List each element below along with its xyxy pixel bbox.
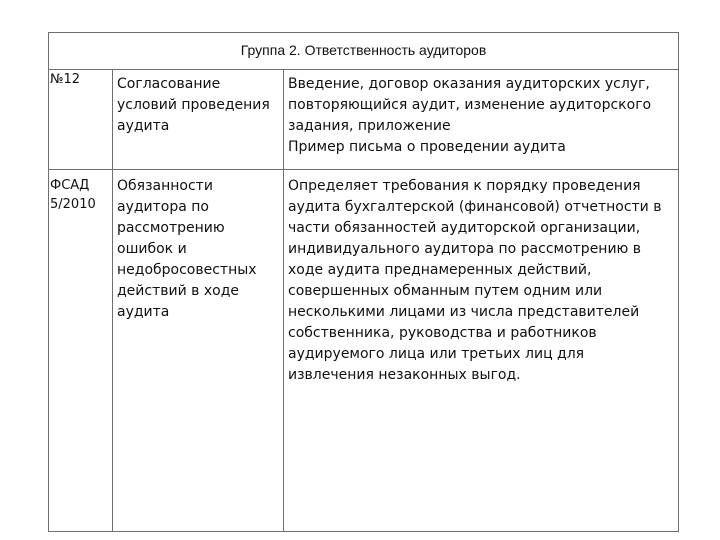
table-header-row [49,33,679,70]
standard-subject-cell [113,70,284,170]
standard-description-line: повторяющийся аудит, изменение аудиторского [288,97,652,113]
standard-description-line: Введение, договор оказания аудиторских услуг, [288,76,650,92]
standard-description-line: несколькими лицами из числа представителей [288,304,640,320]
standards-table [48,32,679,532]
standard-description-line: совершенных обманным путем одним или [288,283,603,299]
standard-subject-line: недобросовестных [117,262,257,278]
standard-description-line: части обязанностей аудиторской организации, [288,220,641,236]
standard-subject-line: действий в ходе [117,283,239,299]
standard-code: 5/2010 [50,197,96,212]
standard-description-line: ходе аудита преднамеренных действий, [288,262,592,278]
standard-subject-line: аудитора по [117,199,209,215]
standard-description-line: извлечения незаконных выгод. [288,367,521,383]
table-title: Группа 2. Ответственность аудиторов [49,33,679,70]
standard-description-cell [284,170,679,532]
standard-description-line: Определяет требования к порядку проведения [288,178,641,194]
standard-description-line: задания, приложение [288,118,451,134]
standard-description-line: индивидуального аудитора по рассмотрению в [288,241,642,257]
standard-subject-line: ошибок и [117,241,187,257]
standard-code-cell [49,70,113,170]
standard-description-line: аудита бухгалтерской (финансовой) отчетности в [288,199,662,215]
standard-subject-line: рассмотрению [117,220,225,236]
standard-subject-line: условий проведения [117,97,270,113]
standard-subject-line: аудита [117,304,170,320]
table-row [49,70,679,170]
standard-description-cell [284,70,679,170]
standard-description-line: аудируемого лица или третьих лиц для [288,346,585,362]
standard-code: ФСАД [50,178,90,193]
standard-subject-line: Обязанности [117,178,213,194]
standard-description-line: Пример письма о проведении аудита [288,139,566,155]
standard-code-cell [49,170,113,532]
standard-subject-cell [113,170,284,532]
table-row [49,170,679,532]
standard-description-line: собственника, руководства и работников [288,325,597,341]
standard-code: №12 [50,72,81,87]
standard-subject-line: Согласование [117,76,221,92]
standard-subject-line: аудита [117,118,170,134]
